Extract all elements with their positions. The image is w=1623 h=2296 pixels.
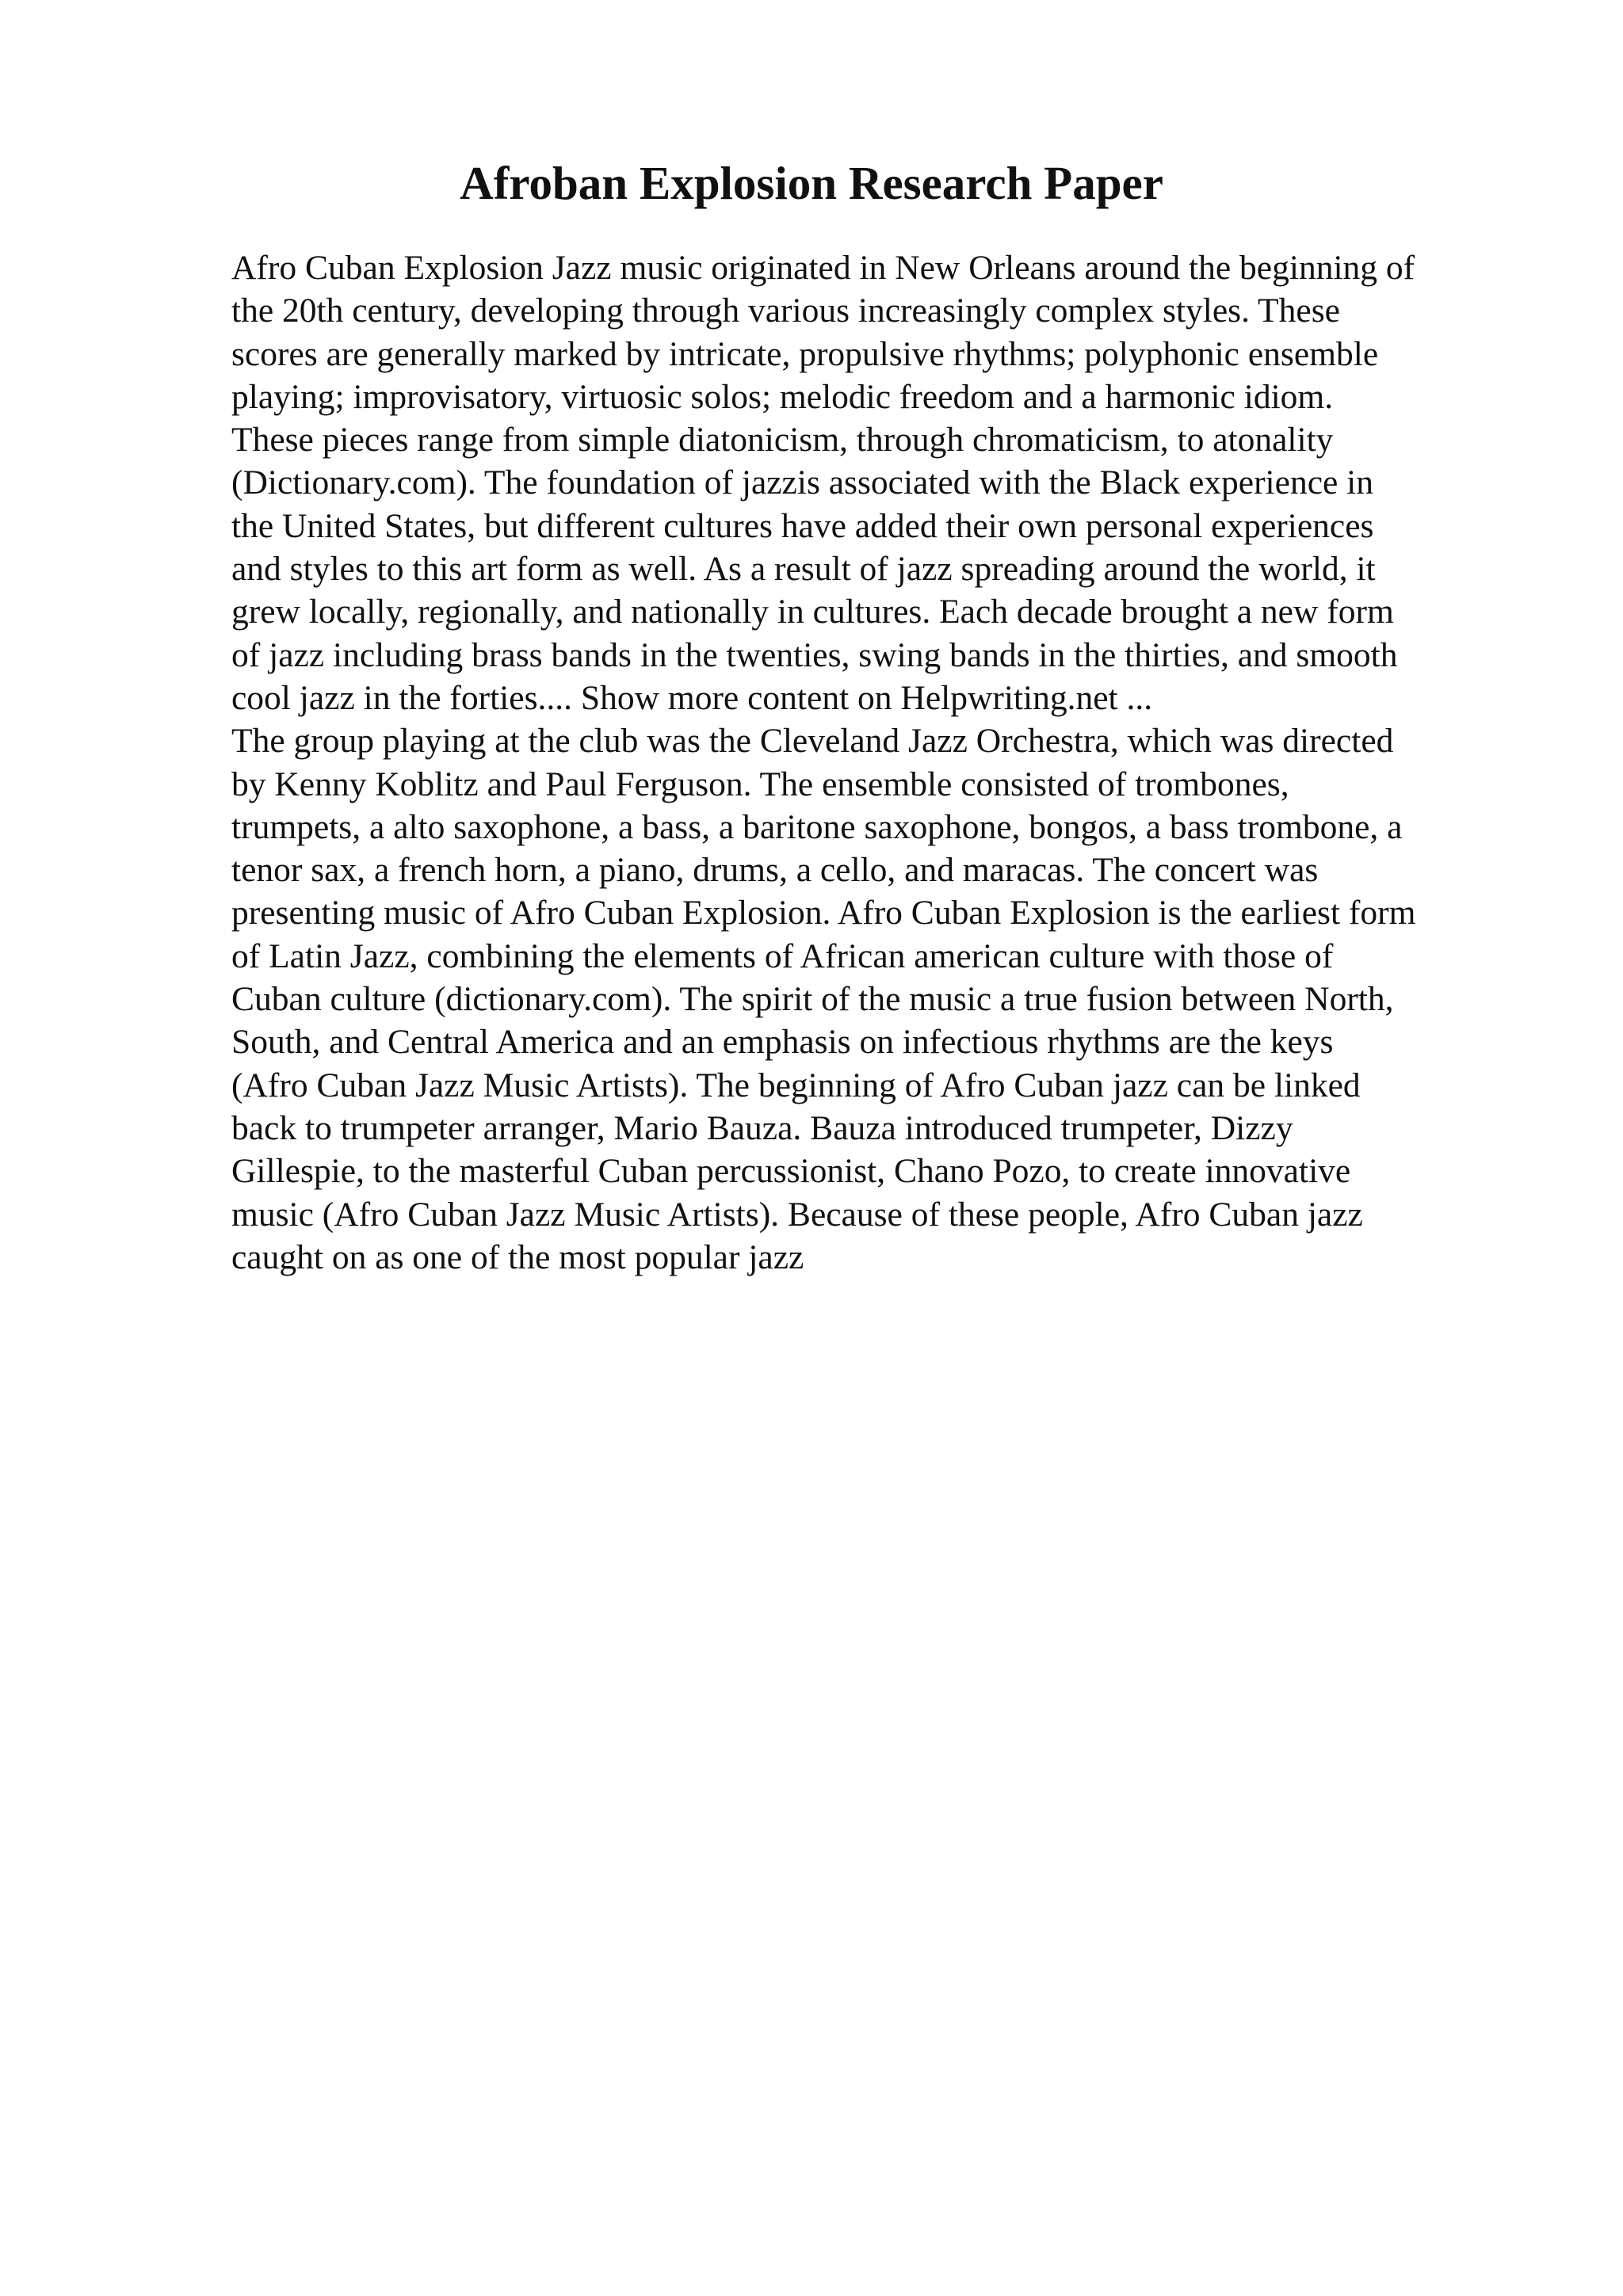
text-line: (Afro Cuban Jazz Music Artists). The beginning of Afro Cuban jazz can be linked xyxy=(231,1066,1361,1104)
text-line: Cuban culture (dictionary.com). The spirit of the music a true fusion between North, xyxy=(231,980,1394,1019)
text-line: of jazz including brass bands in the twenties, swing bands in the thirties, and smooth xyxy=(231,635,1398,674)
text-line: tenor sax, a french horn, a piano, drums, a cello, and maracas. The concert was xyxy=(231,851,1319,890)
text-line: by Kenny Koblitz and Paul Ferguson. The ensemble consisted of trombones, xyxy=(231,765,1289,803)
text-line: trumpets, a alto saxophone, a bass, a baritone saxophone, bongos, a bass trombone, a xyxy=(231,807,1403,846)
text-line: caught on as one of the most popular jazz xyxy=(231,1238,804,1276)
page-title: Afroban Explosion Research Paper xyxy=(460,157,1163,209)
text-line: The group playing at the club was the Cleveland Jazz Orchestra, which was directed xyxy=(231,722,1394,761)
text-line: Gillespie, to the masterful Cuban percussionist, Chano Pozo, to create innovative xyxy=(231,1152,1351,1191)
text-line: music (Afro Cuban Jazz Music Artists). Because of these people, Afro Cuban jazz xyxy=(231,1195,1363,1234)
text-line: presenting music of Afro Cuban Explosion. Afro Cuban Explosion is the earliest form xyxy=(231,894,1416,933)
text-line: of Latin Jazz, combining the elements of African american culture with those of xyxy=(231,936,1334,975)
text-line: These pieces range from simple diatonicism, through chromaticism, to atonality xyxy=(231,421,1334,460)
text-line: scores are generally marked by intricate, propulsive rhythms; polyphonic ensemble xyxy=(231,334,1379,373)
text-line: (Dictionary.com). The foundation of jazzis associated with the Black experience in xyxy=(231,463,1374,502)
text-line: South, and Central America and an emphasis on infectious rhythms are the keys xyxy=(231,1023,1334,1062)
text-line: and styles to this art form as well. As a result of jazz spreading around the world, it xyxy=(231,550,1376,589)
text-line: Afro Cuban Explosion Jazz music originated in New Orleans around the beginning of xyxy=(231,249,1415,287)
text-line: the 20th century, developing through various increasingly complex styles. These xyxy=(231,292,1340,330)
text-line: playing; improvisatory, virtuosic solos; melodic freedom and a harmonic idiom. xyxy=(231,377,1334,416)
body-text xyxy=(231,246,1531,1279)
text-line: grew locally, regionally, and nationally in cultures. Each decade brought a new form xyxy=(231,593,1394,631)
text-line: back to trumpeter arranger, Mario Bauza. Bauza introduced trumpeter, Dizzy xyxy=(231,1108,1293,1147)
text-line: the United States, but different cultures have added their own personal experiences xyxy=(231,506,1374,545)
text-line: cool jazz in the forties.... Show more content on Helpwriting.net ... xyxy=(231,678,1153,717)
